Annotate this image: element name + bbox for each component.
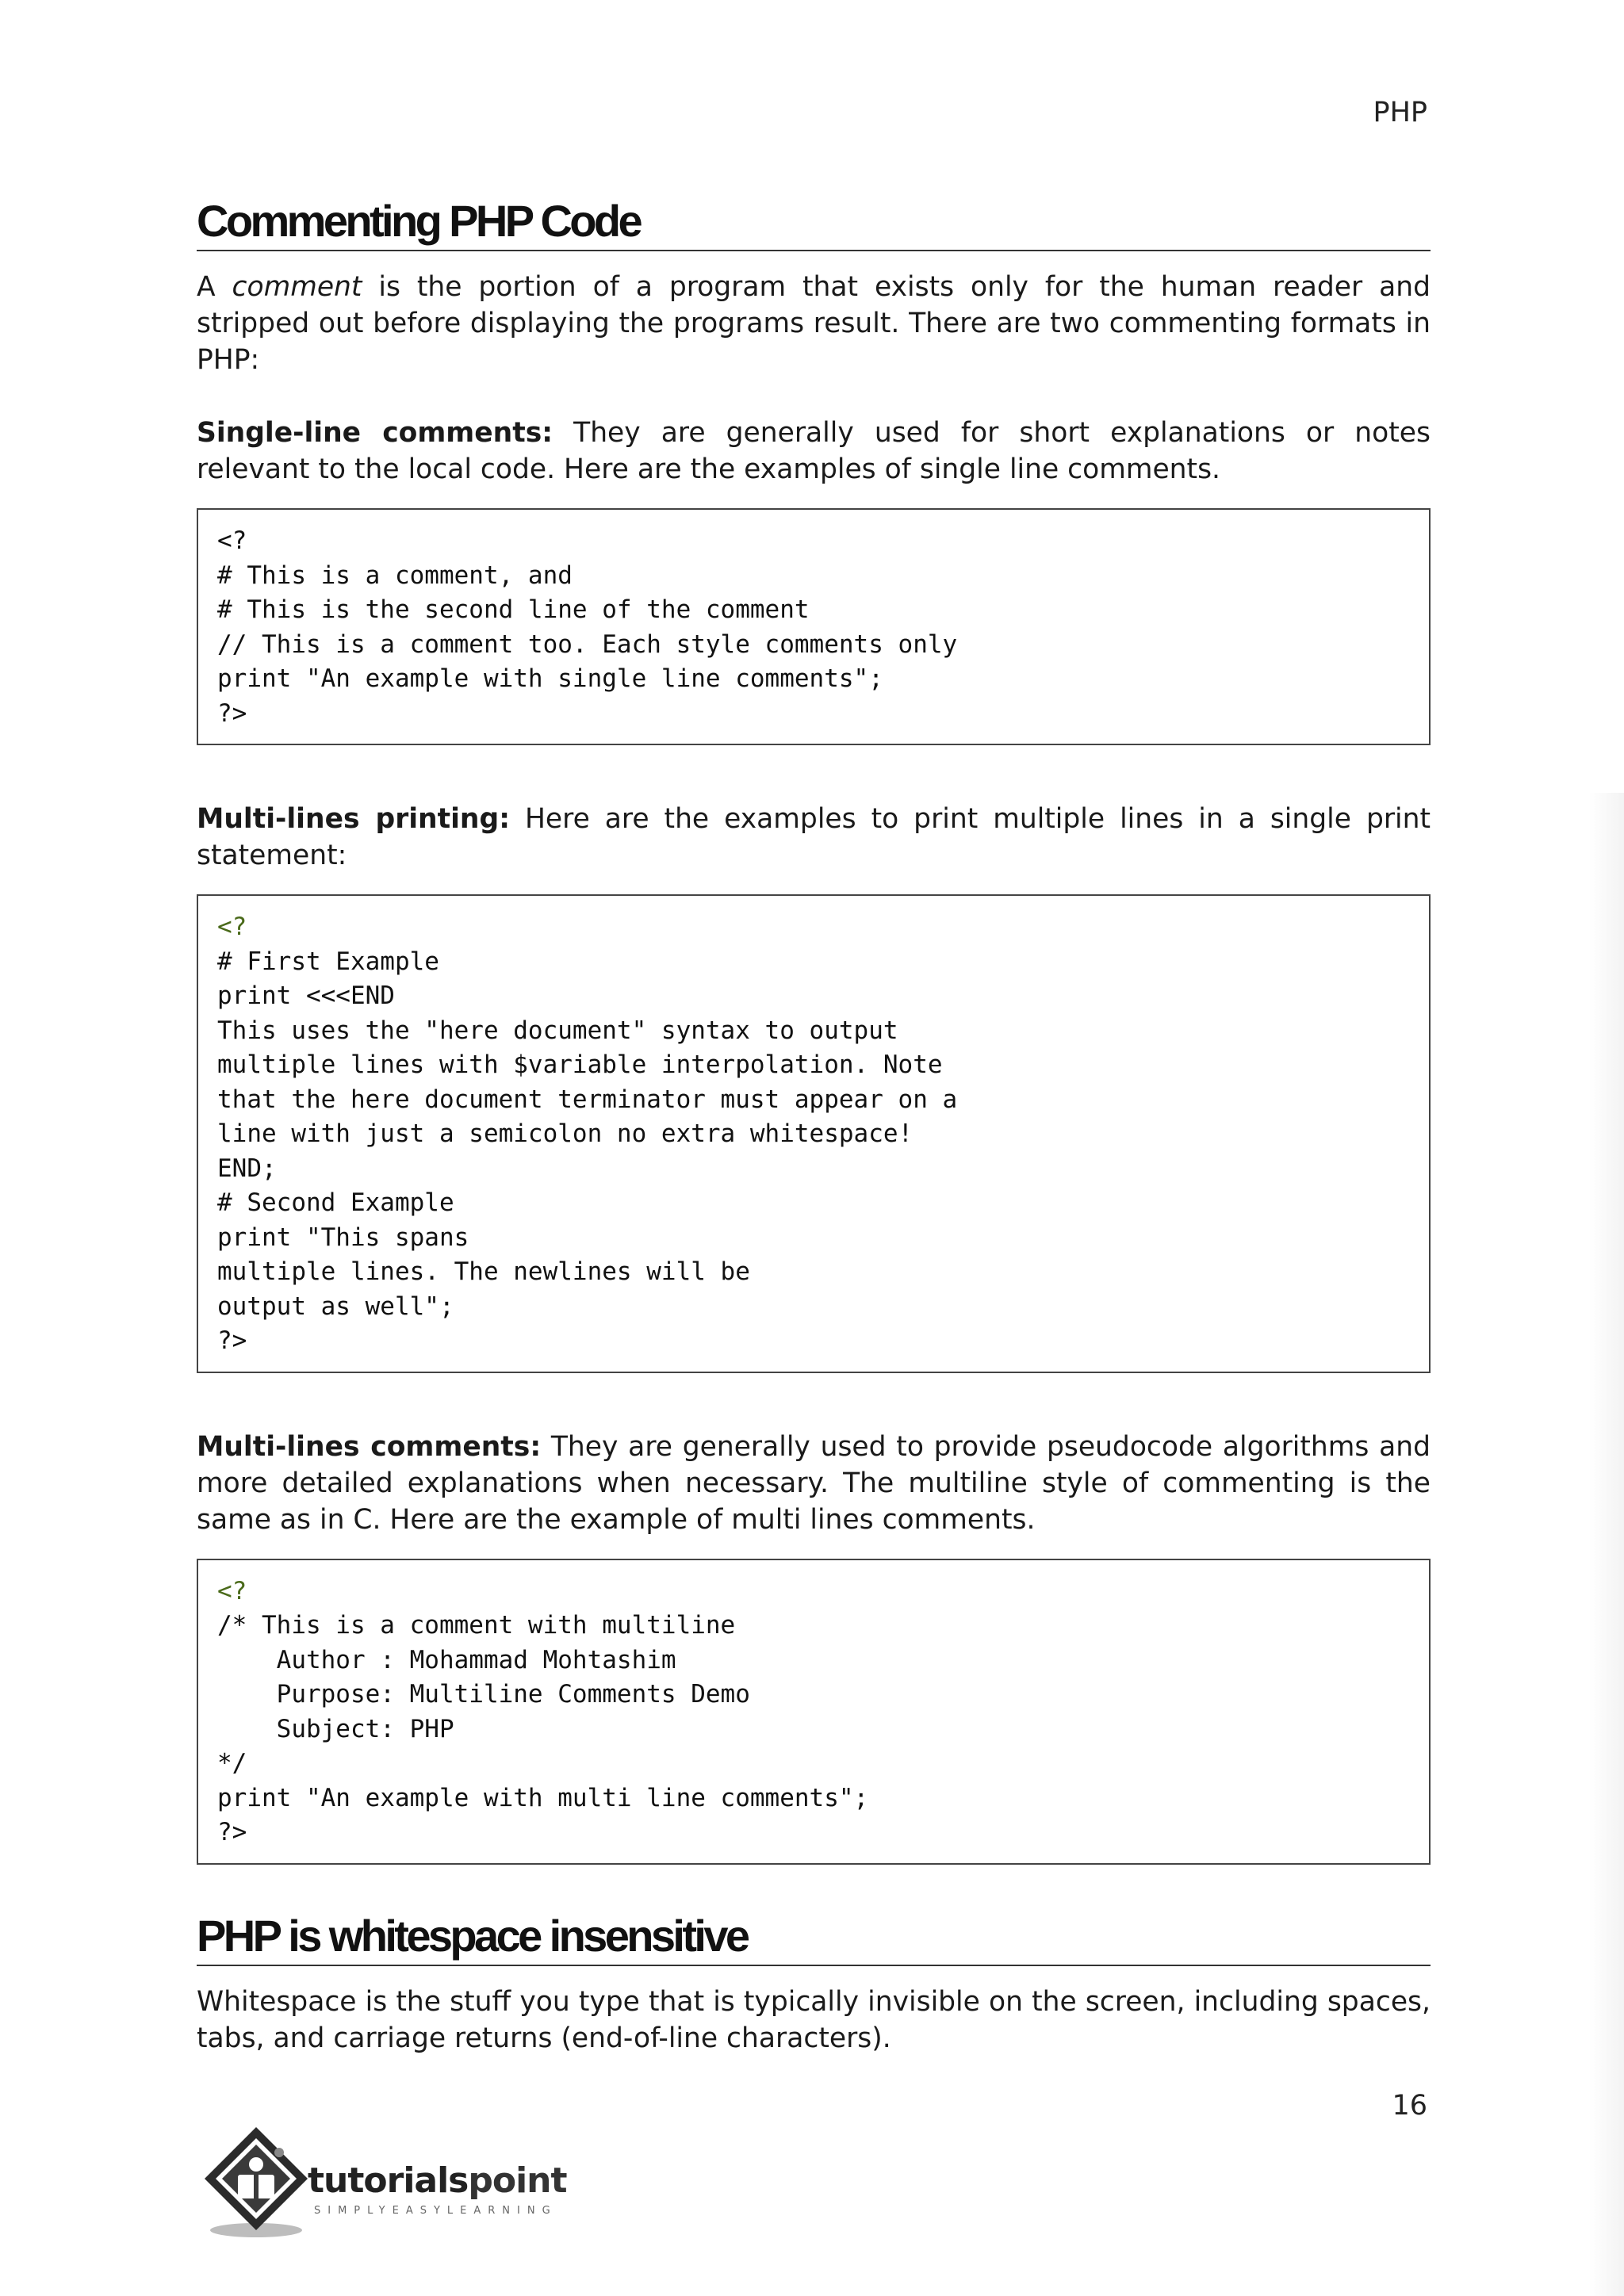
single-line-label: Single-line comments: [197,417,553,449]
code-line: # This is a comment, and [217,561,573,590]
code-line: Purpose: Multiline Comments Demo [217,1680,750,1709]
single-line-text: They are generally used for short explanations or notes relevant to the local code. Here are the examples of single line comments. [197,417,1431,485]
code-line: */ [217,1749,247,1777]
code-line: line with just a semicolon no extra whitespace! [217,1119,914,1148]
logo-wordmark [308,2160,567,2201]
code-line: Subject: PHP [217,1714,454,1743]
multi-lines-printing-label: Multi-lines printing: [197,803,510,835]
code-block-single-line [197,508,1431,745]
section-heading-commenting: Commenting PHP Code [197,194,1431,251]
code-line: END; [217,1154,277,1183]
single-line-paragraph [197,415,1431,488]
code-line: # This is the second line of the comment [217,595,810,624]
code-line: <? [217,1576,247,1605]
page-edge-shadow [1589,793,1624,2296]
code-line: This uses the "here document" syntax to output [217,1016,898,1045]
logo-word-2: point [468,2160,567,2201]
intro-paragraph [197,269,1431,378]
code-line: # Second Example [217,1188,454,1217]
logo-tagline: SIMPLYEASYLEARNING [314,2205,557,2217]
intro-text-end: is the portion of a program that exists only for the human reader and stripped out before displaying the programs result. There are two commenting formats in PHP: [197,271,1431,376]
code-line: output as well"; [217,1292,454,1321]
code-line: print "An example with single line comments"; [217,664,883,693]
main-content [197,194,1431,2057]
code-line: <? [217,913,247,941]
intro-text-start: A [197,271,232,303]
code-line: // This is a comment too. Each style comments only [217,629,958,659]
multi-lines-printing-text: Here are the examples to print multiple lines in a single print statement: [197,803,1431,871]
code-line: print <<<END [217,982,395,1010]
logo-word-1: tutorials [308,2160,469,2201]
running-header: PHP [1373,97,1427,128]
code-line: ?> [217,1326,247,1355]
page-number: 16 [1392,2090,1427,2122]
code-line: multiple lines. The newlines will be [217,1257,750,1286]
code-block-multi-print [197,894,1431,1373]
code-line: print "An example with multi line comments"; [217,1783,869,1812]
multi-lines-comments-paragraph [197,1429,1431,1538]
code-line: print "This spans [217,1223,469,1252]
tutorialspoint-logo [197,2121,593,2240]
code-line: /* This is a comment with multiline [217,1611,736,1640]
multi-lines-printing-paragraph [197,801,1431,874]
whitespace-paragraph: Whitespace is the stuff you type that is typically invisible on the screen, including spaces, tabs, and carriage returns (end-of-line characters). [197,1985,1431,2054]
code-line: multiple lines with $variable interpolation. Note [217,1050,943,1079]
code-line: ?> [217,1818,247,1846]
section-heading-whitespace: PHP is whitespace insensitive [197,1909,1431,1966]
multi-lines-comments-label: Multi-lines comments: [197,1430,542,1463]
intro-emphasis: comment [232,271,362,303]
code-line: # First Example [217,947,439,976]
code-block-multi-comment [197,1559,1431,1865]
code-line: Author : Mohammad Mohtashim [217,1645,676,1674]
logo-emblem-icon [197,2121,308,2240]
multi-lines-comments-text: They are generally used to provide pseudocode algorithms and more detailed explanations when necessary. The multiline style of commenting is the same as in C. Here are the example of multi lines comments. [197,1430,1431,1536]
code-line: ?> [217,698,247,728]
code-line: <? [217,526,247,555]
code-line: that the here document terminator must appear on a [217,1085,958,1114]
